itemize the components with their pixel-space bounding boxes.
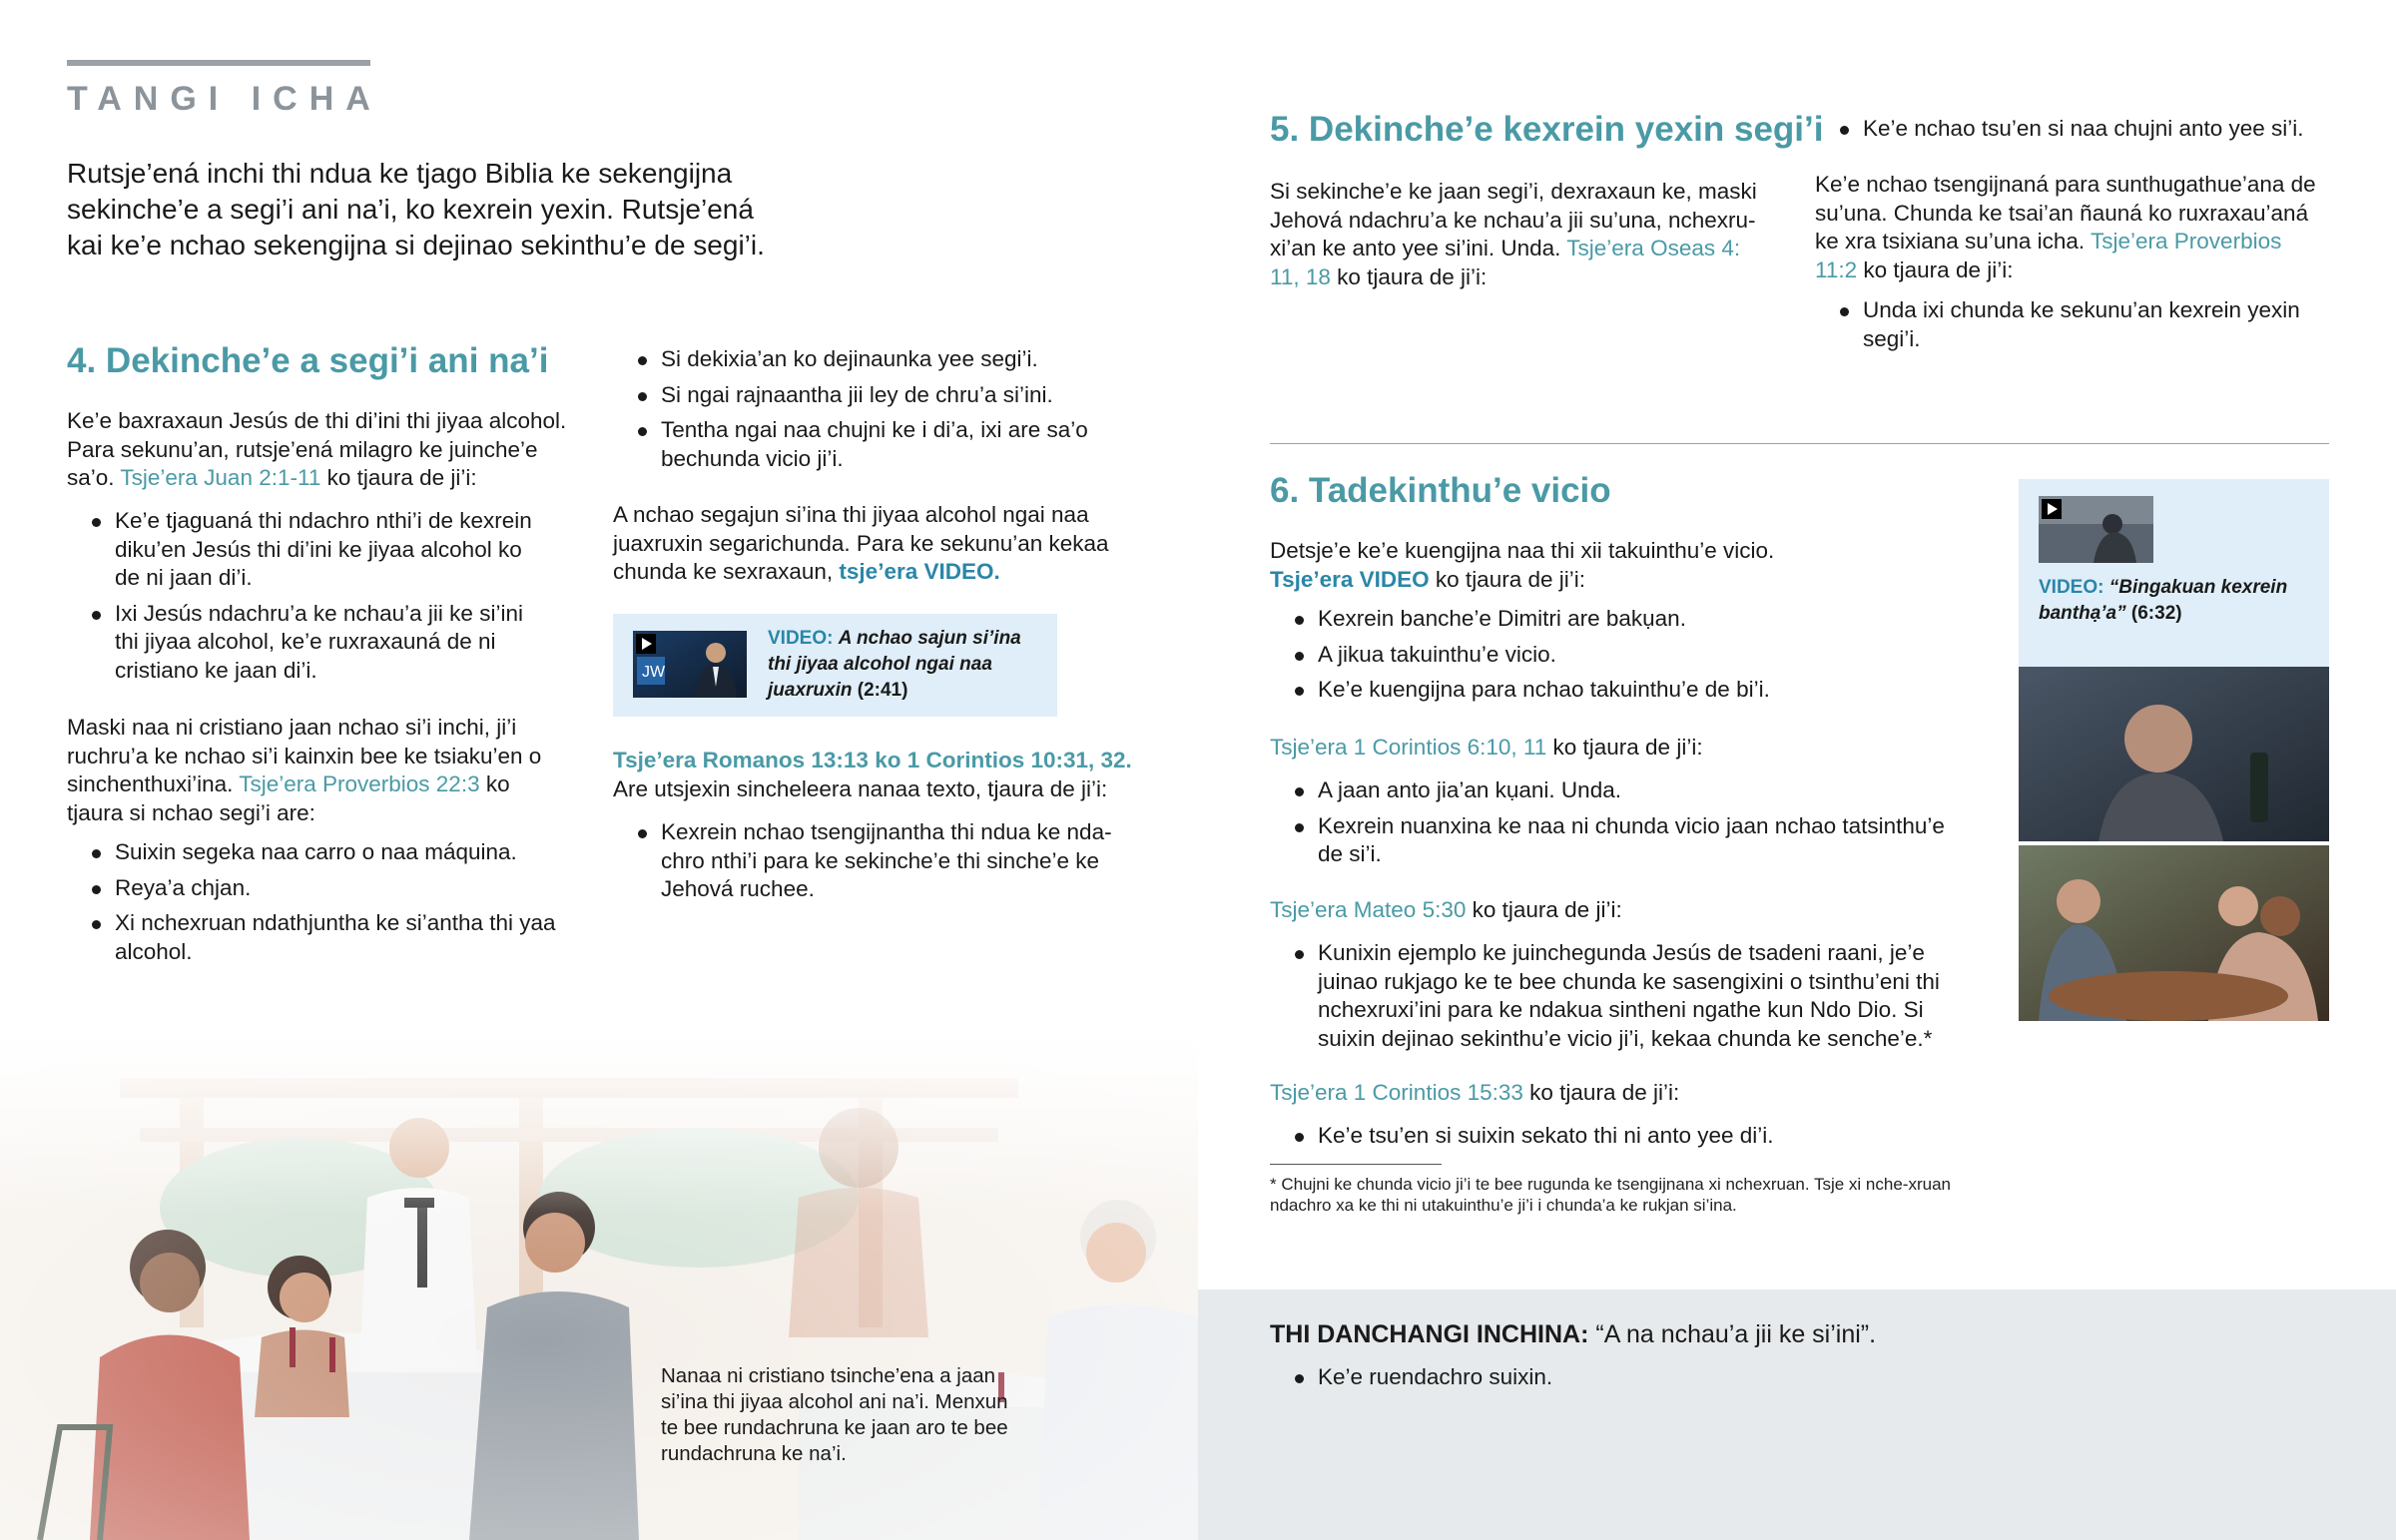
list-item: Ke’e tjaguaná thi ndachro nthi’i de kexrein diku’en Jesús thi di’ini ke jiyaa alcohol ko de ni jaan di’i. [67,507,546,593]
list-item: Reya’a chjan. [67,874,566,903]
list-item: Ixi Jesús ndachru’a ke nchau’a jii ke si’ini thi jiyaa alcohol, ke’e ruxraxauná de ni cristiano ke jaan di’i. [67,600,546,686]
list-item: Kexrein banche’e Dimitri are bakụan. [1270,605,1989,634]
play-icon [2042,499,2062,519]
list-item: Xi nchexruan ndathjuntha ke si’antha thi yaa alcohol. [67,909,566,966]
video-info: VIDEO: A nchao sajun si’ina thi jiyaa alcohol ngai naa juaxruxin (2:41) [768,628,1021,701]
list-item: Kexrein nchao tsengijnantha thi ndua ke nda-chro nthi’i para ke sekinche’e thi sinche’e ke Jehová ruchee. [613,818,1132,904]
list-item: A jaan anto jia’an kụani. Unda. [1270,776,1949,805]
section4-title: 4. Dekinche’e a segi’i ani na’i [67,341,549,380]
section4-bullets-2 [67,838,566,973]
section4-bullets-4 [613,818,1132,911]
section6-ref-mateo: Tsje’era Mateo 5:30 ko tjaura de ji’i: [1270,897,1622,922]
video-box-dimitri[interactable] [2019,479,2329,667]
list-item: Ke’e tsu’en si suixin sekato thi ni anto yee di’i. [1270,1122,1969,1151]
section6-title: 6. Tadekinthu’e vicio [1270,471,1611,510]
video-title: A nchao sajun si’ina thi jiyaa alcohol ngai naa juaxruxin [768,628,1021,701]
list-item: Ke’e ruendachro suixin. [1270,1363,1969,1392]
section6-ref-corintios-15: Tsje’era 1 Corintios 15:33 ko tjaura de ji’i: [1270,1080,1680,1105]
video-box-alcohol[interactable] [613,614,1057,717]
play-icon [636,634,656,654]
scripture-link-juan[interactable]: Tsje’era Juan 2:1-11 [120,465,321,490]
summary-title: THI DANCHANGI INCHINA: “A na nchau’a jii ke si’ini”. [1270,1320,1877,1348]
list-item: Kunixin ejemplo ke juinchegunda Jesús de tsadeni raani, je’e juinao rukjago ke te bee chunda ke sasengixini o tsinthu’eni thi nchexruxi’ini para ke ndakua sintheni ngathe kun Ndo Dio. Si suixin dejinao sekinthu’e vicio ji’i, kekaa chunda ke senche’e.* [1270,939,1969,1053]
intro-text: Rutsje’ená inchi thi ndua ke tjago Biblia ke sekengijna sekinche’e a segi’i ani na’i, ko kexrein yexin. Rutsje’ená kai ke’e nchao sekengijna si dejinao sekinthu’e de segi’i. [67,158,765,260]
video-duration: (2:41) [857,680,908,701]
section6-bullets-2 [1270,776,1949,876]
list-item: Ke’e kuengijna para nchao takuinthu’e de bi’i. [1270,676,1989,705]
section5-bullets-1 [1815,115,2334,151]
part-label: TANGI ICHA [67,80,382,118]
section4-paragraph-2: Maski naa ni cristiano jaan nchao si’i inchi, ji’i ruchru’a ke nchao si’i kainxin bee ke tsiaku’en o sinchenthuxi’ina. Tsje’era Proverbios 22:3 ko tjaura si nchao segi’i are: [67,715,542,825]
video-info-2: VIDEO: “Bingakuan kexrein banthạ’a” (6:32) [2039,577,2288,624]
top-rule [67,60,370,66]
photo-sequence-art [2019,667,2329,1021]
scripture-link-proverbios-11[interactable]: Tsje’era Proverbios 11:2 [1815,229,2282,282]
scripture-link-1-corintios-15[interactable]: Tsje’era 1 Corintios 15:33 [1270,1080,1523,1105]
list-item: Suixin segeka naa carro o naa máquina. [67,838,566,867]
video-thumbnail-2[interactable] [2039,496,2153,563]
list-item: Tentha ngai naa chujni ke i di’a, ixi are sa’o bechunda vicio ji’i. [613,416,1132,473]
list-item: Si ngai rajnaantha jii ley de chru’a si’ini. [613,381,1132,410]
footnote: * Chujni ke chunda vicio ji’i te bee rugunda ke tsengijnana xi nchexruan. Tsje xi nche-xruan ndachro xa ke thi ni utakuinthu’e ji’i i chunda’a ke rukjan si’ina. [1270,1175,1951,1215]
section6-bullets-1 [1270,605,1989,712]
video-link[interactable]: tsje’era VIDEO. [839,559,1000,584]
section4-paragraph-4: Tsje’era Romanos 13:13 ko 1 Corintios 10:31, 32. Are utsjexin sincheleera nanaa texto, tjaura de ji’i: [613,748,1132,801]
summary-bullets [1270,1363,1969,1399]
section5-paragraph-2: Ke’e nchao tsengijnaná para sunthugathue’ana de su’una. Chunda ke tsai’an ñauná ko ruxraxau’aná ke xra tsixiana su’una icha. Tsje’era Proverbios 11:2 ko tjaura de ji’i: [1815,172,2316,282]
list-item: Ke’e nchao tsu’en si naa chujni anto yee si’i. [1815,115,2334,144]
section5-bullets-2 [1815,296,2329,360]
section6-ref-corintios-6: Tsje’era 1 Corintios 6:10, 11 ko tjaura de ji’i: [1270,735,1703,760]
list-item: Si dekixia’an ko dejinaunka yee segi’i. [613,345,1132,374]
section6-bullets-4 [1270,1122,1969,1158]
scripture-link-proverbios[interactable]: Tsje’era Proverbios 22:3 [239,771,480,796]
section4-bullets-1 [67,507,546,692]
section6-paragraph-1: Detsje’e ke’e kuengijna naa thi xii takuinthu’e vicio. Tsje’era VIDEO ko tjaura de ji’i: [1270,538,1775,592]
section-divider [1270,443,2329,444]
section5-paragraph-1: Si sekinche’e ke jaan segi’i, dexraxaun ke, maski Jehová ndachru’a ke nchau’a jii su’una, nchexru-xi’an ke anto yee si’ini. Unda. Tsje’era Oseas 4: 11, 18 ko tjaura de ji’i: [1270,179,1757,289]
list-item: A jikua takuinthu’e vicio. [1270,641,1989,670]
list-item: Kexrein nuanxina ke naa ni chunda vicio jaan nchao tatsinthu’e de si’i. [1270,812,1949,869]
section5-title: 5. Dekinche’e kexrein yexin segi’i [1270,110,1824,149]
scripture-link-1-corintios-6[interactable]: Tsje’era 1 Corintios 6:10, 11 [1270,735,1547,760]
scripture-link-romanos[interactable]: Tsje’era Romanos 13:13 ko 1 Corintios 10:31, 32. [613,748,1132,772]
scripture-link-mateo[interactable]: Tsje’era Mateo 5:30 [1270,897,1467,922]
video-title-2: “Bingakuan kexrein banthạ’a” [2039,577,2288,624]
video-duration-2: (6:32) [2130,603,2182,624]
footnote-rule [1270,1164,1442,1165]
image-caption: Nanaa ni cristiano tsinche’ena a jaan si’ina thi jiyaa alcohol ani na’i. Menxun te bee rundachruna ke jaan aro te bee rundachruna ke na’i. [661,1364,1008,1465]
jw-logo-text: JW [642,664,666,681]
section4-paragraph-1: Ke’e baxraxaun Jesús de thi di’ini thi jiyaa alcohol. Para sekunu’an, rutsje’ená milagro ke juinche’e sa’o. Tsje’era Juan 2:1-11 ko tjaura de ji’i: [67,408,567,490]
section4-paragraph-3: A nchao segajun si’ina thi jiyaa alcohol ngai naa juaxruxin segarichunda. Para ke sekunu’an kekaa chunda ke sexraxaun, tsje’era VIDEO. [613,502,1109,584]
video-thumbnail[interactable] [633,631,747,698]
section6-bullets-3 [1270,939,1969,1060]
photo-sequence [2019,667,2329,1021]
list-item: Unda ixi chunda ke sekunu’an kexrein yexin segi’i. [1815,296,2329,353]
video-link-2[interactable]: Tsje’era VIDEO [1270,566,1430,592]
section4-bullets-3 [613,345,1132,480]
scripture-link-oseas[interactable]: Tsje’era Oseas 4: 11, 18 [1270,236,1741,289]
